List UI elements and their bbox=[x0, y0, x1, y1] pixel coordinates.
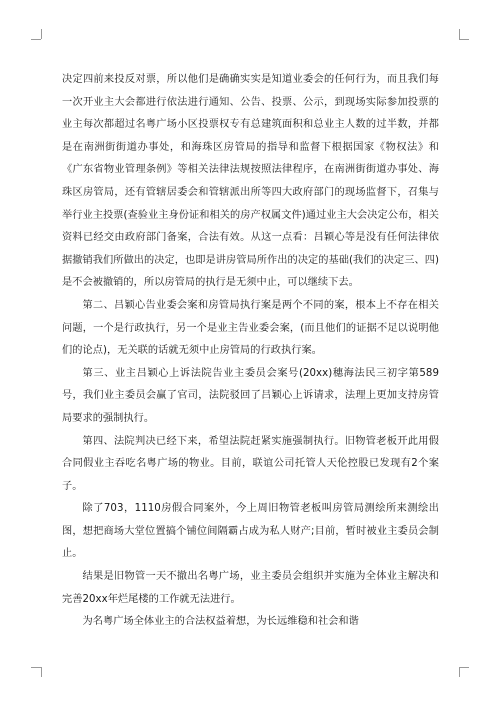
paragraph-6: 结果是旧物管一天不撤出名粤广场，业主委员会组织并实施为全体业主解决和完善20xx年烂尾楼的工作就无法进行。 bbox=[62, 571, 439, 605]
crop-mark-bottom-left-v bbox=[41, 667, 42, 677]
paragraph-7: 为名粤广场全体业主的合法权益着想，为长远维稳和社会和谐 bbox=[82, 616, 359, 628]
crop-mark-top-right-h bbox=[459, 39, 469, 40]
crop-mark-bottom-right-h bbox=[459, 667, 469, 668]
crop-mark-top-left-h bbox=[31, 39, 41, 40]
crop-mark-top-left-v bbox=[41, 29, 42, 39]
paragraph-2: 第二、吕颖心告业委会案和房管局执行案是两个不同的案，根本上不存在相关问题，一个是行政执行，另一个是业主告业委会案，(而且他们的证据不足以说明他们的论点)，无关联的话就无须中止房管局的行政执行案。 bbox=[62, 299, 439, 357]
paragraph-5: 除了703，1110房假合同案外，今上周旧物管老板叫房管局测绘所来测绘出图，想把商场大堂位置搞个铺位间隔霸占成为私人财产;目前，暂时被业主委员会制止。 bbox=[62, 503, 439, 560]
crop-mark-bottom-left-h bbox=[31, 667, 41, 668]
paragraph-3: 第三、业主吕颖心上诉法院告业主委员会案号(20xx)穗海法民三初字第589号，我们业主委员会赢了官司，法院驳回了吕颖心上诉请求，法理上更加支持房管局要求的强制执行。 bbox=[62, 367, 439, 424]
document-body bbox=[62, 69, 439, 634]
crop-mark-bottom-right-v bbox=[459, 667, 460, 677]
crop-mark-top-right-v bbox=[459, 29, 460, 39]
paragraph-1: 决定四前来投反对票，所以他们是确确实实是知道业委会的任何行为，而且我们每一次开业主大会都进行依法进行通知、公告、投票、公示，到现场实际参加投票的业主每次都超过名粤广场小区投票权专有总建筑面积和总业主人数的过半数，并都是在南洲街街道办事处，和海珠区房管局的指导和监督下根据国家《物权法》和《广东省物业管理条例》等相关法律法规按照法律程序，在南洲街街道办事处、海珠区房管局，还有管辖居委会和管辖派出所等四大政府部门的现场监督下，召集与举行业主投票(查验业主身份证和相关的房产权属文件)通过业主大会决定公布，相关资料已经交由政府部门备案，合法有效。从这一点看：吕颖心等是没有任何法律依据撤销我们所做出的决定，也即是讲房管局所作出的决定的基础(我们的决定三、四)是不会被撤销的，所以房管局的执行是无须中止，可以继续下去。 bbox=[62, 74, 439, 289]
paragraph-4: 第四、法院判决已经下来，希望法院赶紧实施强制执行。旧物管老板开此用假合同假业主吞吃名粤广场的物业。目前，联谊公司托管人天伦控股已发现有2个案子。 bbox=[62, 435, 439, 492]
